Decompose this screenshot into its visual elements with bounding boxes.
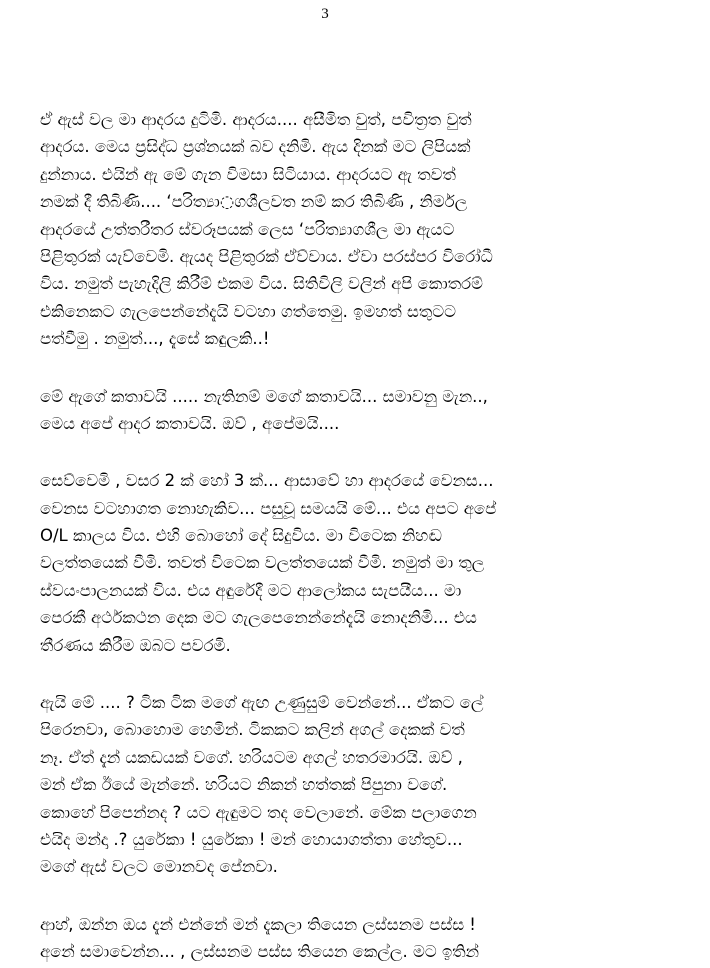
text-line: මගේ ඇස් වලට මොනවද පේනවා. [40,857,278,877]
text-line: වලත්තයෙක් වීමි. තවත් විටෙක වලත්තයෙක් වීමි. නමුත් මා තුල [40,553,485,573]
text-line: ආදරය. මෙය ප්‍රසිද්ධ ප්‍රශ්නයක් බව දනිමි. ඇය දිනක් මට ලිපියක් [40,137,471,157]
text-line: කොහේ පිපෙන්නද ? යට ඇඳුමට තද වෙලානේ. මේක පලාගෙන [40,802,477,822]
paragraph-3 [40,467,680,659]
paragraph-4 [40,689,680,881]
text-line: විය. නමුත් පැහැදිලි කිරීම් එකම විය. සිතිවිලි වලින් අපි කොතරම් [40,274,483,294]
text-line: මෙය අපේ ආදර කතාවයි. ඔව් , අපේමයි.... [40,413,340,433]
text-line: පිළිතුරක් යැව්වෙමි. ඇයද පිළිතුරක් ඒව්වාය. ඒවා පරස්පර විරෝධී [40,246,493,266]
text-line: මේ ඇගේ කතාවයි ..... නැතිනම් මගේ කතාවයි... සමාවනු මැන.., [40,386,488,406]
text-line: නෑ. ඒත් දැන් යකඩයක් වගේ. හරියටම අගල් හතරමාරයි. ඔව් , [40,747,463,767]
paragraph-1 [40,106,680,353]
text-line: වෙනස වටහාගත නොහැකිව... පසුවූ සමයයි මේ... එය අපට අපේ [40,498,497,518]
text-line: පිරෙනවා, බොහොම හෙමින්. ටිකකට කලින් අගල් දෙකක් වත් [40,720,465,740]
text-line: එයිද මන්දා .? යුරේකා ! යුරේකා ! මන් හොයාගත්තා හේතුව... [40,829,463,849]
text-line: පෙරකී අර්ථකථන දෙක මට ගැලපෙනෙන්නේදැයි නොදනිමි... එය [40,608,477,628]
text-line: එකිනෙකට ගැලපෙන්නේදැයි වටහා ගත්තෙමු. ඉමහත් සතුටට [40,301,456,321]
text-line: අනේ සමාවෙන්න... , ලස්සනම පස්ස තියෙන කෙල්ල. මට ඉතින් [40,942,480,962]
text-line: ස්වයංපාලනයක් විය. එය අඳුරේදී මට ආලෝකය සැපයීය... මා [40,580,462,600]
paragraph-2 [40,383,680,438]
text-line: නමක් දී තිබිණි.... ‘පරිත්‍යා◌ගශීලවත නම් කර තිබිණි , නිර්මල [40,192,468,212]
text-line: සෙව්වෙමි , වසර 2 ක් හෝ 3 ක්... ආසාවේ හා ආදරයේ වෙනස... [40,471,494,491]
text-line: ආහ්, ඔන්න ඔය දැන් එන්නේ මන් දැකලා තියෙන ලස්සනම පස්ස ! [40,914,476,934]
text-line: O/L කාලය විය. එහි බොහෝ දේ සිදුවිය. මා විටෙක නිහඬ [40,526,442,546]
text-line: ආදරයේ උත්තරීතර ස්වරූපයක් ලෙස ‘පරිත්‍යාගශීල මා ඇයට [40,219,455,239]
paragraph-5 [40,911,680,966]
text-line: මන් ඒක ඊයේ මැන්නේ. හරියට නිකන් හත්තක් පිපුනා වගේ. [40,775,448,795]
text-line: ඇයි මේ .... ? ටික ටික මගේ ඇඟ උණුසුම් වෙන්නේ... ඒකට ලේ [40,693,484,713]
text-line: පත්වීමු . නමුත්..., දැසේ කඳුලකි..! [40,329,270,349]
text-line: දුන්නාය. එයින් ඇ මේ ගැන විමසා සිටියාය. ආදරයට ඇ තවත් [40,164,456,184]
text-line: ඒ ඇස් වල මා ආදරය දුටිමි. ආදරය.... අසීමිත වුත්, පවිත්‍රත වුත් [40,110,472,129]
page-number: 3 [321,6,329,22]
document-body [40,106,680,968]
text-line: තීරණය කිරීම ඔබට පවරමි. [40,635,231,655]
